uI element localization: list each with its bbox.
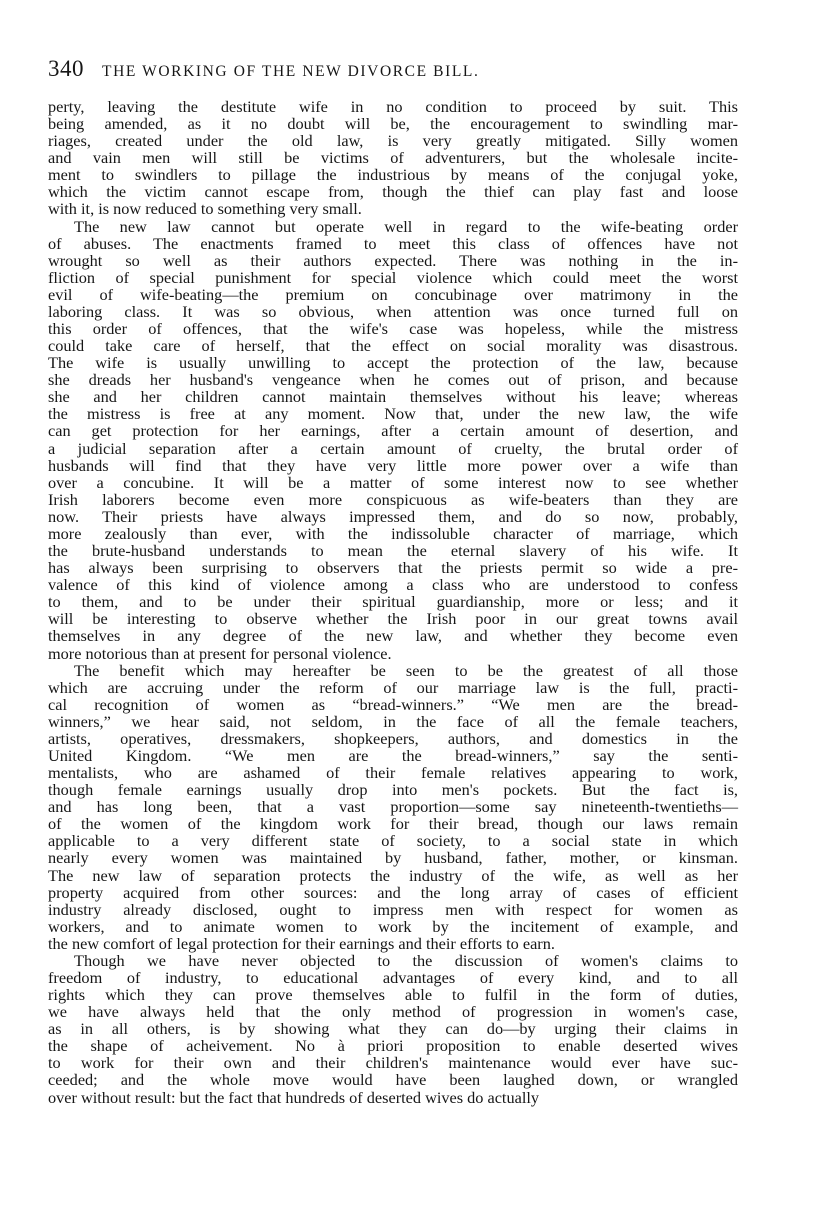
text-line: applicable to a very different state of society, to a social state in which: [48, 831, 738, 851]
running-header: [48, 56, 738, 86]
text-line: though female earnings usually drop into men's pockets. But the fact is,: [48, 780, 738, 800]
text-line: rights which they can prove themselves able to fulfil in the form of duties,: [48, 985, 738, 1005]
text-line: and has long been, that a vast proportion—some say nineteenth-twentieths—: [48, 797, 738, 817]
text-line: Irish laborers become even more conspicuous as wife-beaters than they are: [48, 489, 738, 509]
body-text: [48, 98, 738, 1106]
text-line: she and her children cannot maintain themselves without his leave; whereas: [48, 387, 738, 407]
text-line: ment to swindlers to pillage the industrious by means of the conjugal yoke,: [48, 165, 738, 185]
text-line: industry already disclosed, ought to impress men with respect for women as: [48, 899, 738, 919]
paragraph: [48, 98, 738, 218]
text-line: to them, and to be under their spiritual guardianship, more or less; and it: [48, 592, 738, 612]
text-line: this order of offences, that the wife's case was hopeless, while the mistress: [48, 319, 738, 339]
text-line: with it, is now reduced to something very small.: [48, 199, 362, 219]
paragraph: [48, 952, 738, 1106]
text-line: which the victim cannot escape from, though the thief can play fast and loose: [48, 182, 738, 202]
paragraph: [48, 662, 738, 952]
text-line: mentalists, who are ashamed of their female relatives appearing to work,: [48, 763, 738, 783]
text-line: the new comfort of legal protection for their earnings and their efforts to earn.: [48, 933, 555, 953]
text-line: being amended, as it no doubt will be, the encouragement to swindling mar-: [48, 114, 738, 134]
text-line: more zealously than ever, with the indissoluble character of marriage, which: [48, 523, 738, 543]
text-line: the brute-husband understands to mean the eternal slavery of his wife. It: [48, 541, 738, 561]
text-line: the mistress is free at any moment. Now that, under the new law, the wife: [48, 404, 738, 424]
text-line: more notorious than at present for personal violence.: [48, 643, 392, 663]
text-line: the shape of acheivement. No à priori proposition to enable deserted wives: [48, 1036, 738, 1056]
paragraph: [48, 218, 738, 662]
text-line: husbands will find that they have very little more power over a wife than: [48, 455, 738, 475]
text-line: freedom of industry, to educational advantages of every kind, and to all: [48, 967, 738, 987]
book-page: [48, 56, 738, 1106]
text-line: The new law cannot but operate well in regard to the wife-beating order: [74, 216, 738, 236]
text-line: wrought so well as their authors expected. There was nothing in the in-: [48, 250, 738, 270]
text-line: cal recognition of women as “bread-winners.” “We men are the bread-: [48, 694, 738, 714]
text-line: themselves in any degree of the new law, and whether they become even: [48, 626, 738, 646]
text-line: a judicial separation after a certain amount of cruelty, the brutal order of: [48, 438, 738, 458]
text-line: and vain men will still be victims of adventurers, but the wholesale incite-: [48, 148, 738, 168]
text-line: of abuses. The enactments framed to meet this class of offences have not: [48, 233, 738, 253]
text-line: of the women of the kingdom work for their bread, though our laws remain: [48, 814, 738, 834]
text-line: The wife is usually unwilling to accept the protection of the law, because: [48, 353, 738, 373]
text-line: property acquired from other sources: and the long array of cases of efficient: [48, 882, 738, 902]
text-line: ceeded; and the whole move would have been laughed down, or wrangled: [48, 1070, 738, 1090]
text-line: over a concubine. It will be a matter of some interest now to see whether: [48, 472, 738, 492]
text-line: can get protection for her earnings, after a certain amount of desertion, and: [48, 421, 738, 441]
text-line: evil of wife-beating—the premium on concubinage over matrimony in the: [48, 284, 738, 304]
page-number: 340: [48, 56, 84, 81]
text-line: artists, operatives, dressmakers, shopkeepers, authors, and domestics in the: [48, 728, 738, 748]
text-line: workers, and to animate women to work by the incitement of example, and: [48, 916, 738, 936]
text-line: riages, created under the old law, is very greatly mitigated. Silly women: [48, 131, 738, 151]
text-line: as in all others, is by showing what they can do—by urging their claims in: [48, 1019, 738, 1039]
text-line: valence of this kind of violence among a class who are understood to confess: [48, 575, 738, 595]
text-line: laboring class. It was so obvious, when attention was once turned full on: [48, 301, 738, 321]
text-line: nearly every women was maintained by husband, father, mother, or kinsman.: [48, 848, 738, 868]
text-line: United Kingdom. “We men are the bread-winners,” say the senti-: [48, 745, 738, 765]
text-line: now. Their priests have always impressed them, and do so now, probably,: [48, 506, 738, 526]
text-line: over without result: but the fact that hundreds of deserted wives do actually: [48, 1087, 540, 1107]
text-line: has always been surprising to observers that the priests permit so wide a pre-: [48, 558, 738, 578]
text-line: to work for their own and their children's maintenance would ever have suc-: [48, 1053, 738, 1073]
text-line: The new law of separation protects the industry of the wife, as well as her: [48, 865, 738, 885]
text-line: could take care of herself, that the effect on social morality was disastrous.: [48, 336, 738, 356]
text-line: she dreads her husband's vengeance when he comes out of prison, and because: [48, 370, 738, 390]
text-line: fliction of special punishment for special violence which could meet the worst: [48, 267, 738, 287]
text-line: will be interesting to observe whether the Irish poor in our great towns avail: [48, 609, 738, 629]
text-line: which are accruing under the reform of our marriage law is the full, practi-: [48, 677, 738, 697]
text-line: The benefit which may hereafter be seen to be the greatest of all those: [74, 660, 738, 680]
text-line: perty, leaving the destitute wife in no condition to proceed by suit. This: [48, 97, 738, 116]
text-line: we have always held that the only method of progression in women's case,: [48, 1002, 738, 1022]
text-line: Though we have never objected to the discussion of women's claims to: [74, 950, 738, 970]
running-title: THE WORKING OF THE NEW DIVORCE BILL.: [102, 63, 480, 80]
text-line: winners,” we hear said, not seldom, in the face of all the female teachers,: [48, 711, 738, 731]
